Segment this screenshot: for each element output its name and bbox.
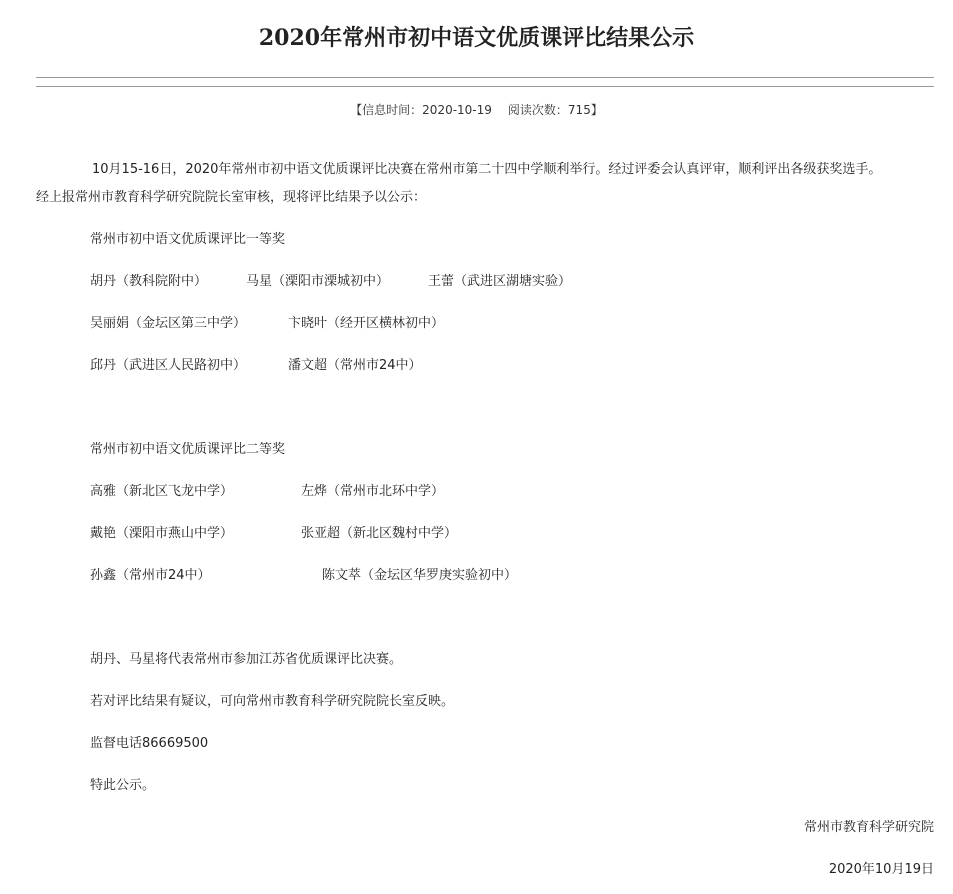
closing-statement: 特此公示。 — [90, 778, 156, 793]
first-prize-row — [90, 356, 690, 376]
second-prize-heading: 常州市初中语文优质课评比二等奖 — [90, 442, 286, 457]
winner-name: 吴丽娟（金坛区第三中学） — [90, 316, 247, 331]
winner-name: 马星（溧阳市溧城初中） — [246, 274, 390, 289]
winner-name: 戴艳（溧阳市燕山中学） — [90, 526, 234, 541]
winner-name: 张亚超（新北区魏村中学） — [301, 526, 458, 541]
read-count: 阅读次数：715 — [507, 103, 591, 117]
winner-name: 邱丹（武进区人民路初中） — [90, 358, 247, 373]
intro-paragraph-line1: 10月15-16日，2020年常州市初中语文优质课评比决赛在常州市第二十四中学顺利举行。经过评委会认真评审，顺利评出各级获奖选手。 — [92, 162, 882, 177]
second-prize-row — [90, 482, 690, 502]
winner-name: 王蕾（武进区湖塘实验） — [428, 274, 572, 289]
winner-name: 高雅（新北区飞龙中学） — [90, 484, 234, 499]
meta-close-bracket: 】 — [590, 103, 603, 117]
winner-name: 陈文萃（金坛区华罗庚实验初中） — [322, 568, 518, 583]
second-prize-row — [90, 566, 690, 586]
signature-date: 2020年10月19日 — [828, 862, 934, 877]
article-meta — [0, 101, 953, 119]
first-prize-row — [90, 314, 690, 334]
info-time: 信息时间：2020-10-19 — [362, 103, 492, 117]
winner-name: 左烨（常州市北环中学） — [301, 484, 445, 499]
closing-objection-note: 若对评比结果有疑议，可向常州市教育科学研究院院长室反映。 — [90, 694, 455, 709]
winner-name: 胡丹（教科院附中） — [90, 274, 208, 289]
page-title: 2020年常州市初中语文优质课评比结果公示 — [258, 25, 695, 51]
first-prize-row — [90, 272, 690, 292]
second-prize-row — [90, 524, 690, 544]
first-prize-heading: 常州市初中语文优质课评比一等奖 — [90, 232, 286, 247]
title-divider-bottom — [36, 86, 934, 87]
winner-name: 孙鑫（常州市24中） — [90, 568, 211, 583]
winner-name: 潘文超（常州市24中） — [288, 358, 422, 373]
closing-representatives: 胡丹、马星将代表常州市参加江苏省优质课评比决赛。 — [90, 652, 403, 667]
meta-open-bracket: 【 — [350, 103, 363, 117]
intro-paragraph-line2: 经上报常州市教育科学研究院院长室审核，现将评比结果予以公示： — [36, 190, 427, 205]
title-divider-top — [36, 77, 934, 78]
winner-name: 卞晓叶（经开区横林初中） — [288, 316, 445, 331]
signature-org: 常州市教育科学研究院 — [803, 820, 934, 835]
supervision-phone: 监督电话86669500 — [90, 736, 209, 751]
